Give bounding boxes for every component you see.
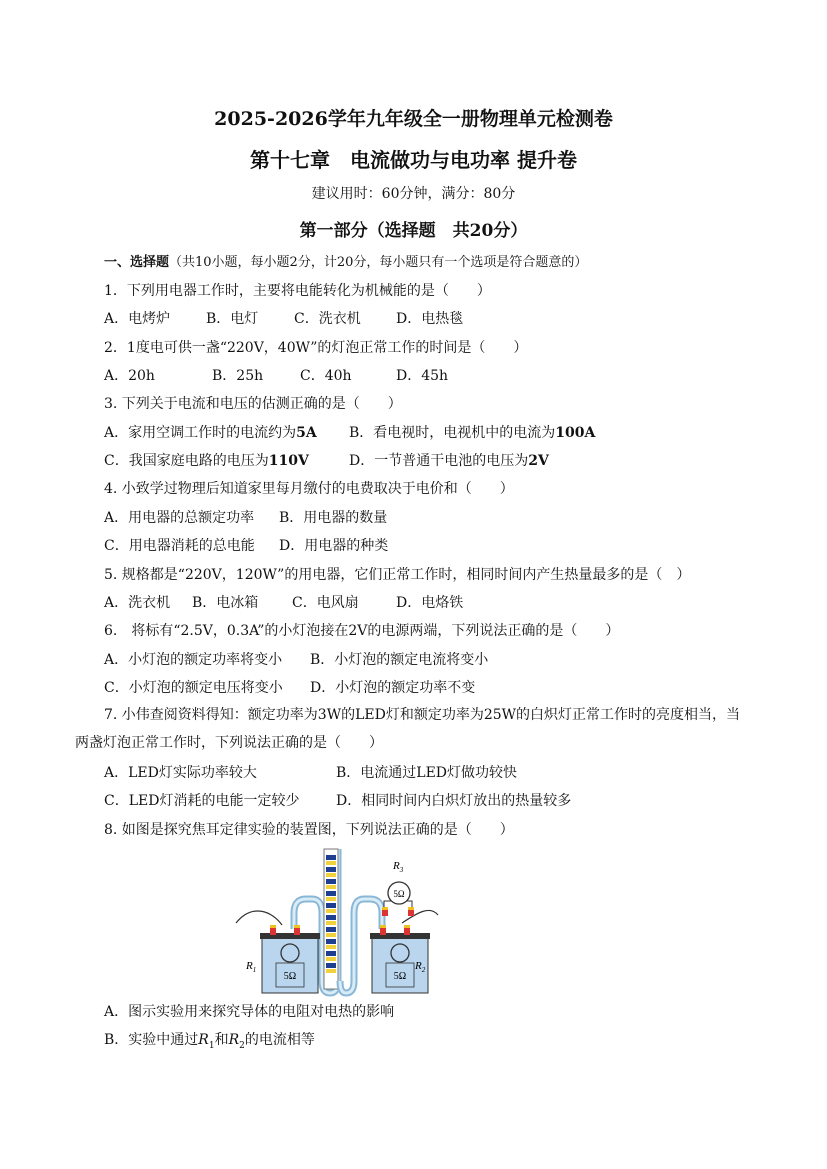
question-4-stem: 4. 小致学过物理后知道家里每月缴付的电费取决于电价和（ ） [104,481,514,497]
question-2-options [104,367,448,385]
question-3-stem: 3. 下列关于电流和电压的估测正确的是（ ） [104,396,402,412]
question-5-stem: 5. 规格都是“220V，120W”的用电器，它们正常工作时，相同时间内产生热量最多的是（ ） [104,567,691,583]
wire [236,911,282,925]
option: D．电热毯 [396,311,464,327]
option: C．洗衣机 [294,311,361,327]
lid [370,933,430,939]
r3-label: R [393,860,400,872]
option: D．45h [396,368,449,384]
option: A．LED灯实际功率较大 [104,765,257,781]
option: A．用电器的总额定功率 [104,510,255,526]
option: C．小灯泡的额定电压将变小 [104,680,283,696]
resistance-label: 5Ω [283,971,297,982]
option: B．电流通过LED灯做功较快 [336,765,518,781]
option: A．小灯泡的额定功率将变小 [104,652,283,668]
lid [260,933,320,939]
question-4-options-ab [104,509,387,527]
question-6-stem: 6. 将标有“2.5V，0.3A”的小灯泡接在2V的电源两端，下列说法正确的是（ ） [104,623,620,639]
option: D．电烙铁 [396,595,464,611]
chapter-title: 第十七章 电流做功与电功率 提升卷 [250,148,577,172]
option: D．一节普通干电池的电压为2V [349,453,549,469]
option: A．家用空调工作时的电流约为5A [104,425,317,441]
option: B．看电视时，电视机中的电流为100A [349,425,596,441]
question-7-options-ab [104,764,517,782]
question-7-options-cd [104,792,571,810]
question-5-options [104,594,463,612]
option: B．电灯 [206,311,259,327]
option: C．用电器消耗的总电能 [104,538,255,554]
option: B．电冰箱 [192,595,259,611]
question-6-options-ab [104,651,488,669]
question-8-option-a: A．图示实验用来探究导体的电阻对电热的影响 [104,1004,395,1020]
section-heading [104,254,587,272]
joule-law-apparatus-figure [232,845,442,1000]
option: D．相同时间内白炽灯放出的热量较多 [336,793,572,809]
time-note: 建议用时：60分钟，满分：80分 [311,186,516,202]
option: B．小灯泡的额定电流将变小 [310,652,489,668]
question-8-option-b: B．实验中通过$R_1$和$R_2$的电流相等 [104,1032,315,1051]
question-3-options-ab [104,424,595,442]
option: C．40h [300,368,352,384]
option: A．电烤炉 [104,311,171,327]
question-4-options-cd [104,537,388,555]
resistance-label: 5Ω [393,889,405,899]
question-7-stem: 7. 小伟查阅资料得知：额定功率为3W的LED灯和额定功率为25W的白炽灯正常工作时的亮度相当，当两盏灯泡正常工作时，下列说法正确的是（ ） [75,707,741,751]
option: D．用电器的种类 [279,538,389,554]
option: A．洗衣机 [104,595,171,611]
option: B．用电器的数量 [279,510,388,526]
section-label: 一、选择题 [104,255,170,270]
svg-text:R1: $R_1$ [246,960,257,974]
resistance-label: 5Ω [393,971,407,982]
svg-text:R2: $R_2$ [415,960,426,974]
option: A．20h [104,368,155,384]
exam-title: 2025-2026学年九年级全一册物理单元检测卷 [214,108,613,130]
question-1-stem: 1．下列用电器工作时，主要将电能转化为机械能的是（ ） [104,283,491,299]
question-8-stem: 8. 如图是探究焦耳定律实验的装置图，下列说法正确的是（ ） [104,822,514,838]
question-2-stem: 2．1度电可供一盏“220V，40W”的灯泡正常工作的时间是（ ） [104,340,528,356]
option: C．LED灯消耗的电能一定较少 [104,793,300,809]
question-6-options-cd [104,679,475,697]
svg-text:R3: $R_3$ [393,860,404,874]
option: D．小灯泡的额定功率不变 [310,680,476,696]
section-note: （共10小题，每小题2分，计20分，每小题只有一个选项是符合题意的） [169,255,588,270]
option: C．我国家庭电路的电压为110V [104,453,309,469]
question-3-options-cd [104,452,549,470]
question-1-options [104,310,463,328]
r2-label: R [415,960,422,972]
wire [402,910,438,923]
part-title: 第一部分（选择题 共20分） [299,221,528,241]
r1-label: R [246,960,253,972]
option: C．电风扇 [292,595,359,611]
option: B．25h [212,368,264,384]
